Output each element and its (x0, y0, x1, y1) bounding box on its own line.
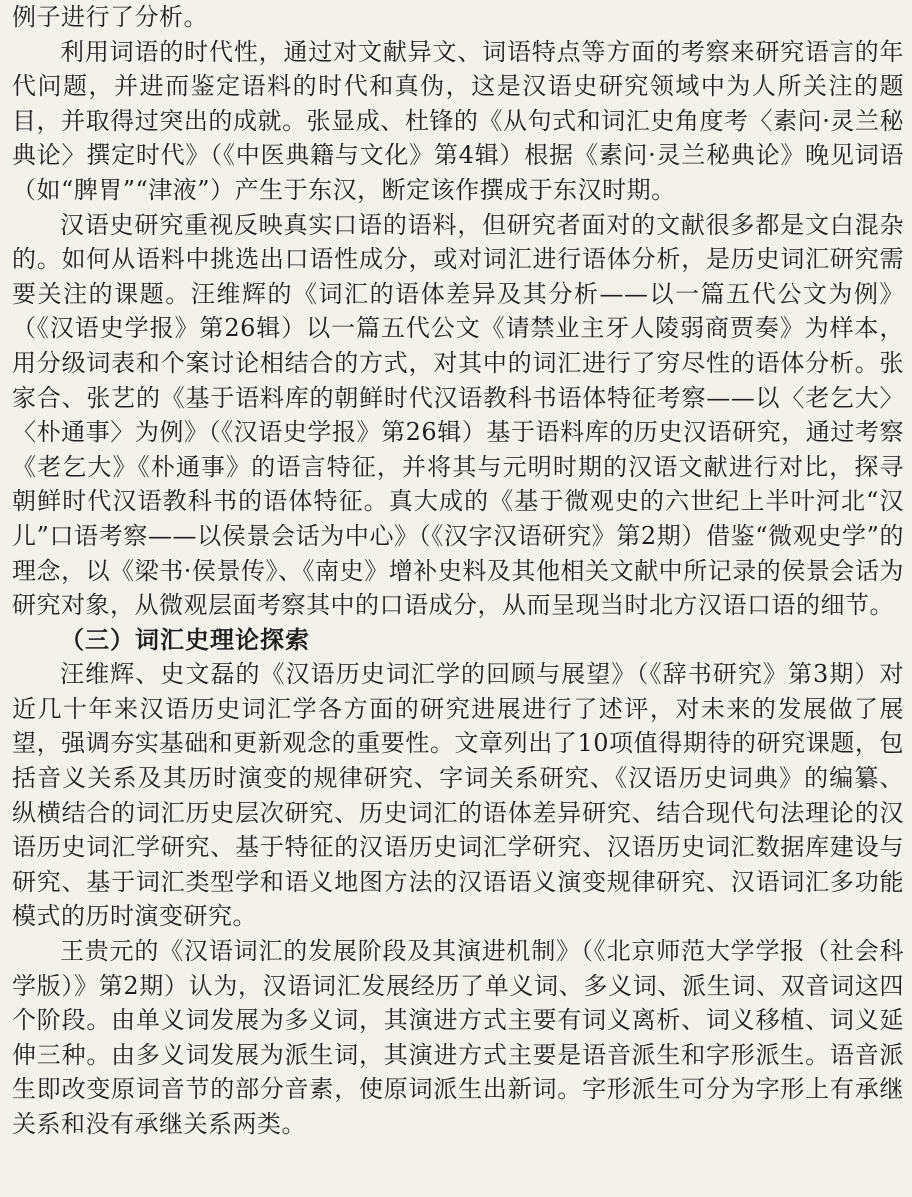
paragraph-colloquial-register: 汉语史研究重视反映真实口语的语料，但研究者面对的文献很多都是文白混杂的。如何从语料中挑选出口语性成分，或对词汇进行语体分析，是历史词汇研究需要关注的课题。汪维辉的《词汇的语体差异及其分析——以一篇五代公文为例》（《汉语史学报》第26辑）以一篇五代公文《请禁业主牙人陵弱商贾奏》为样本，用分级词表和个案讨论相结合的方式，对其中的词汇进行了穷尽性的语体分析。张家合、张艺的《基于语料库的朝鲜时代汉语教科书语体特征考察——以〈老乞大〉〈朴通事〉为例》（《汉语史学报》第26辑）基于语料库的历史汉语研究，通过考察《老乞大》《朴通事》的语言特征，并将其与元明时期的汉语文献进行对比，探寻朝鲜时代汉语教科书的语体特征。真大成的《基于微观史的六世纪上半叶河北“汉儿”口语考察——以侯景会话为中心》（《汉字汉语研究》第2期）借鉴“微观史学”的理念，以《梁书·侯景传》、《南史》增补史料及其他相关文献中所记录的侯景会话为研究对象，从微观层面考察其中的口语成分，从而呈现当时北方汉语口语的细节。 (12, 210, 904, 620)
paragraph-dating-corpus: 利用词语的时代性，通过对文献异文、词语特点等方面的考察来研究语言的年代问题，并进而鉴定语料的时代和真伪，这是汉语史研究领域中为人所关注的题目，并取得过突出的成就。张显成、杜锋的《从句式和词汇史角度考〈素问·灵兰秘典论〉撰定时代》（《中医典籍与文化》第4辑）根据《素问·灵兰秘典论》晚见词语（如“脾胃”“津液”）产生于东汉，断定该作撰成于东汉时期。 (12, 37, 904, 204)
paragraph-continuation: 例子进行了分析。 (12, 3, 208, 31)
paragraph-development-stages: 王贵元的《汉语词汇的发展阶段及其演进机制》（《北京师范大学学报（社会科学版）》第2期）认为，汉语词汇发展经历了单义词、多义词、派生词、双音词这四个阶段。由单义词发展为多义词，其演进方式主要有词义离析、词义移植、词义延伸三种。由多义词发展为派生词，其演进方式主要是语音派生和字形派生。语音派生即改变原词音节的部分音素，使原词派生出新词。字形派生可分为字形上有承继关系和没有承继关系两类。 (12, 937, 904, 1138)
paragraph-review-outlook: 汪维辉、史文磊的《汉语历史词汇学的回顾与展望》（《辞书研究》第3期）对近几十年来汉语历史词汇学各方面的研究进展进行了述评，对未来的发展做了展望，强调夯实基础和更新观念的重要性。文章列出了10项值得期待的研究课题，包括音义关系及其历时演变的规律研究、字词关系研究、《汉语历史词典》的编纂、纵横结合的词汇历史层次研究、历史词汇的语体差异研究、结合现代句法理论的汉语历史词汇学研究、基于特征的汉语历史词汇学研究、汉语历史词汇数据库建设与研究、基于词汇类型学和语义地图方法的汉语语义演变规律研究、汉语词汇多功能模式的历时演变研究。 (12, 660, 904, 931)
section-heading: （三）词汇史理论探索 (60, 625, 310, 654)
